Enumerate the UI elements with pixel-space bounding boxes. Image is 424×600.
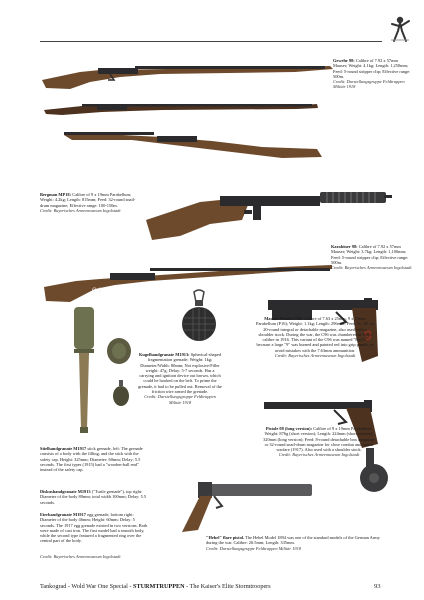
rifle-image-3 <box>62 127 324 161</box>
stielhandgranate-caption-text: stick grenade, left: The grenade consists of a body with the filling, and the stick with the safety cap. Height: 325mm; Diameter: 60mm; Delay: 5.5 seconds. The first types (1915) had a "wooden-ball end" instead of the safety cap. <box>40 446 143 473</box>
diskushandgranate-caption-lead: Diskushandgranate M1913 <box>40 489 91 494</box>
kugelhandgranate-credit: Credit: Darstellungsgruppe Feldtruppen Militär 1918 <box>144 394 216 405</box>
eierhandgranate-caption-lead: Eierhandgranate M1917 <box>40 512 86 517</box>
gewehr98-rifle-image <box>40 58 340 90</box>
kugelhandgranate-caption-text: Spherical-shaped fragmentation grenade; Weight: 1kg; Diameter/Width: 80mm; Not explosive/Filler weight: 47g; Delay: 5-7 seconds. Has a carrying and ignition device out brown, which could be hooked on the belt. To prime the grenade, it had to be pulled out. Removal of the friction wire armed the grenade. <box>138 352 222 395</box>
bergman-caption-text: Calibre of 9 x 19mm Parabellum; Weight: 4.2kg; Length: 815mm; Feed: 32-round snail-drum magazine; Effective range: 100-150m. <box>40 192 136 208</box>
pistole08-caption-text: Calibre of 9 x 19mm Parabellum; Weight: 876g (short version); Length: 224mm (short version), 320mm (long version); Feed: 8-round detachable box magazine or 32-round snail-drum magazine for close combat and trench warfare (1917). Also used with a shoulder stock. <box>263 426 375 453</box>
karabiner98-caption <box>331 244 413 270</box>
stielhandgranate-caption-lead: Stielhandgranate M1917 <box>40 446 87 451</box>
gewehr98-caption-lead: Gewehr 98: <box>333 58 355 63</box>
footer-series: Tankograd - Wold War One Special - <box>40 583 134 590</box>
bergman-caption-lead: Bergman MP18: <box>40 192 72 197</box>
footer <box>40 583 392 590</box>
gewehr98-credit: Credit: Darstellungsgruppe Feldtruppen Militär 1918 <box>333 79 405 90</box>
karabiner98-credit: Credit: Bayerisches Armeemuseum Ingolstadt <box>331 265 412 271</box>
svg-text:9: 9 <box>364 327 372 343</box>
rifle-image-2 <box>42 100 320 116</box>
spherical-grenade-image <box>180 290 218 346</box>
hebel-caption-lead: "Hebel" flare pistol. <box>206 535 245 540</box>
karabiner98-caption-lead: Karabiner 98: <box>331 244 358 249</box>
svg-text:G 1: G 1 <box>92 288 102 294</box>
mauser-c96-caption-lead: Mauser-Pistole C96: <box>264 316 303 321</box>
kugelhandgranate-caption <box>138 352 222 405</box>
pistole08-caption-lead: Pistole 08 (long version): <box>265 426 313 431</box>
hebel-credit: Credit: Darstellungsgruppe Feldtruppen Militär 1918 <box>206 545 301 551</box>
diskushandgranate-caption-text: ("Turtle grenade"), top right: Diameter of the body 80mm; total width 100mm; Delay: 5.5 seconds. <box>40 489 147 505</box>
bergman-mp18-image <box>140 180 392 242</box>
eierhandgranate-credit: Credit: Bayerisches Armeemuseum Ingolstadt <box>40 553 121 559</box>
mauser-c96-credit: Credit: Bayerisches Armeemuseum Ingolstadt <box>274 353 356 359</box>
header-rule <box>40 41 382 42</box>
mauser-c96-caption <box>256 316 374 358</box>
soldier-logo-icon <box>387 14 413 44</box>
mauser-c96-caption-text: Calibre of 7.63 x 25mm, 9 x 19mm Parabellum (P16); Weight: 1.1kg; Length: 296mm; Feed: 6-, 10- or 20-round integral or detachable magazine, also used with a shoulder stock. During the war, the C96 was chambered in 9mm calibre in 1916. This variant of the C96 was named "Red 9" because a large "9" was burned and painted red into grip panels, to avoid mistakes with the 7.63mm ammunition. <box>256 316 374 353</box>
eierhandgranate-caption <box>40 512 148 559</box>
gewehr98-caption-text: Calibre of 7.92 x 57mm Mauser; Weight: 4.1kg; Length: 1,250mm; Feed: 5-round stripper clip; Effective range: 500m. <box>333 58 411 79</box>
karabiner98-caption-text: Calibre of 7.92 x 57mm Mauser; Weight: 3.7kg; Length: 1,100mm; Feed: 5-round stripper clip; Effective range: 500m. <box>331 244 409 265</box>
turtle-grenade-image <box>106 336 132 366</box>
page-number: 93 <box>374 583 381 590</box>
gewehr98-caption <box>333 58 411 90</box>
hebel-flare-pistol-image <box>168 478 318 536</box>
kugelhandgranate-caption-lead: Kugelhandgranate M1913: <box>139 352 190 357</box>
egg-grenade-image <box>112 380 130 406</box>
hebel-caption-text: The Hebel Model 1894 was one of the standard models of the German Army during the war. Calibre: 26.5mm; Length: 335mm. <box>206 535 380 546</box>
pistole08-credit: Credit: Bayerisches Armeemuseum Ingolstadt <box>278 452 360 458</box>
stick-grenade-image <box>72 305 96 435</box>
hebel-caption <box>206 535 392 551</box>
footer-subtitle: - The Kaiser's Elite Stormtroopers <box>184 583 271 590</box>
bergman-caption <box>40 192 140 213</box>
bergman-credit: Credit: Bayerisches Armeemuseum Ingolstadt <box>40 207 121 213</box>
pistole08-caption <box>262 426 376 458</box>
eierhandgranate-caption-text: egg grenade, bottom right: Diameter of the body 46mm; Height: 60mm; Delay: 5 seconds. The 1917 egg grenade existed in two versions. Both were made of cast iron. The first model had a smooth body, while the second type featured a fragmented ring over the central part of the body. <box>40 512 148 544</box>
stielhandgranate-caption <box>40 446 148 472</box>
diskushandgranate-caption <box>40 489 148 505</box>
footer-title: STURMTRUPPEN <box>133 583 185 590</box>
